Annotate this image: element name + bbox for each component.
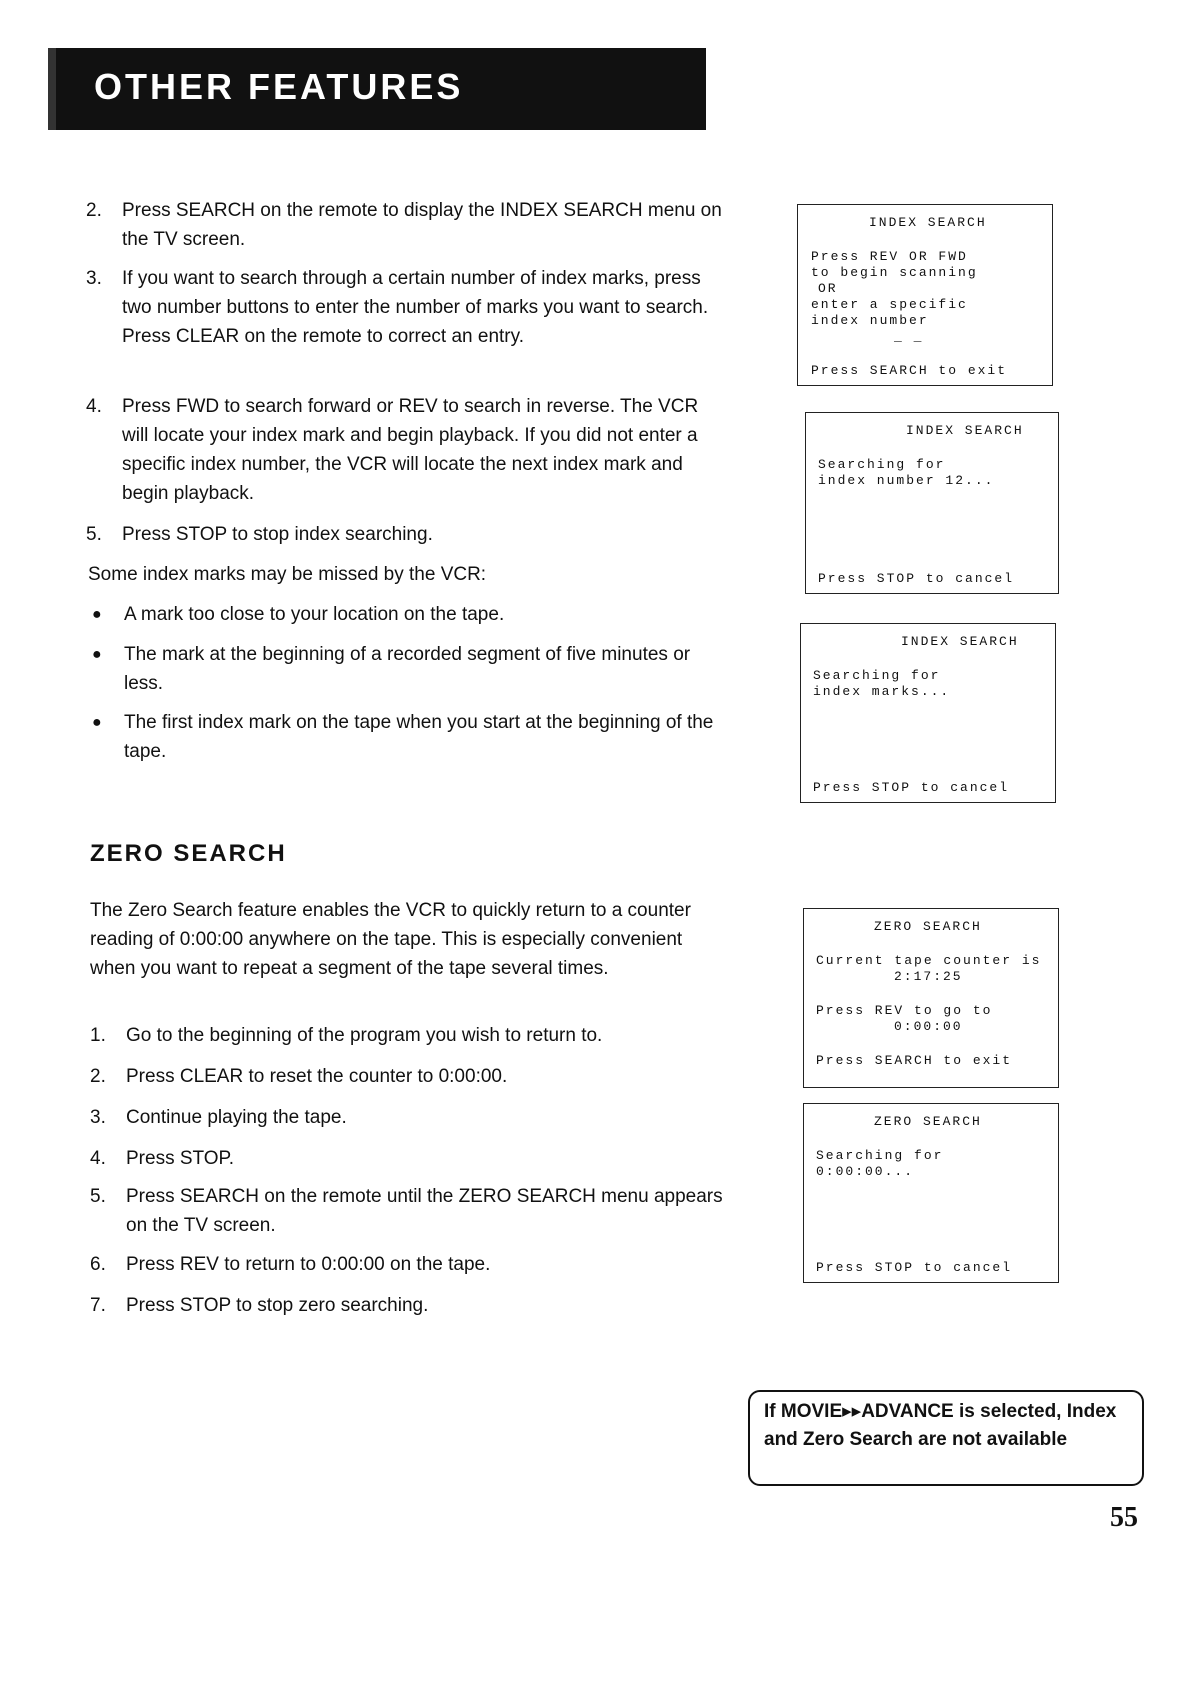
zero-intro: The Zero Search feature enables the VCR to quickly return to a counter reading of 0:00:00 anywhere on the tape. This is especially convenient when you want to repeat a segment of the tape several times. — [90, 900, 691, 979]
step-text: Go to the beginning of the program you wish to return to. — [126, 1025, 603, 1046]
screen-footer: Press STOP to cancel — [813, 780, 1010, 795]
step-text: Press FWD to search forward or REV to search in reverse. The VCR will locate your index mark and begin playback. If you did not enter a specific index number, the VCR will locate the next index mark and begin playback. — [122, 396, 699, 504]
step-number: 5. — [86, 524, 102, 545]
bullet-text: The first index mark on the tape when you start at the beginning of the tape. — [124, 712, 714, 762]
step-text: Continue playing the tape. — [126, 1107, 347, 1128]
screen-title: ZERO SEARCH — [874, 1114, 982, 1129]
missed-intro: Some index marks may be missed by the VCR: — [88, 564, 487, 585]
page-title: OTHER FEATURES — [94, 66, 464, 107]
screen-line: index number — [811, 313, 929, 328]
bullet-icon: ● — [92, 714, 102, 731]
step-text: Press SEARCH on the remote to display the INDEX SEARCH menu on the TV screen. — [122, 200, 722, 250]
screen-line: Searching for — [813, 668, 941, 683]
screen-line: OR — [818, 281, 838, 296]
screen-footer: Press SEARCH to exit — [811, 363, 1008, 378]
note-box — [748, 1390, 1144, 1486]
screen-line: index number 12... — [818, 473, 995, 488]
screen-line: 0:00:00 — [894, 1019, 963, 1034]
step-text: Press STOP. — [126, 1148, 235, 1169]
bullet-icon: ● — [92, 646, 102, 663]
step-number: 6. — [90, 1254, 106, 1275]
screen-line: to begin scanning — [811, 265, 978, 280]
index-search-screen-1 — [797, 204, 1053, 386]
screen-line: Press REV OR FWD — [811, 249, 968, 264]
screen-title: INDEX SEARCH — [901, 634, 1019, 649]
screen-title: ZERO SEARCH — [874, 919, 982, 934]
section-title: ZERO SEARCH — [90, 840, 287, 867]
bullet-icon: ● — [92, 606, 102, 623]
step-number: 4. — [86, 396, 102, 417]
index-search-screen-3 — [800, 623, 1056, 803]
screen-title: INDEX SEARCH — [869, 215, 987, 230]
step-text: Press STOP to stop zero searching. — [126, 1295, 429, 1316]
step-text: Press CLEAR to reset the counter to 0:00:00. — [126, 1066, 508, 1087]
screen-line: enter a specific — [811, 297, 968, 312]
screen-line: Searching for — [818, 457, 946, 472]
bullet-text: A mark too close to your location on the tape. — [124, 604, 505, 625]
screen-line: 2:17:25 — [894, 969, 963, 984]
step-text: Press REV to return to 0:00:00 on the tape. — [126, 1254, 491, 1275]
screen-line: index marks... — [813, 684, 951, 699]
step-number: 3. — [90, 1107, 106, 1128]
page-number: 55 — [1110, 1502, 1138, 1533]
screen-line: Press REV to go to — [816, 1003, 993, 1018]
screen-line: Current tape counter is — [816, 953, 1042, 968]
screen-line: 0:00:00... — [816, 1164, 915, 1179]
index-search-screen-2 — [805, 412, 1059, 594]
zero-search-screen-2 — [803, 1103, 1059, 1283]
section-header-bar — [48, 48, 706, 130]
step-number: 7. — [90, 1295, 106, 1316]
step-text: Press STOP to stop index searching. — [122, 524, 433, 545]
bullet-text: The mark at the beginning of a recorded segment of five minutes or less. — [124, 644, 691, 694]
step-number: 3. — [86, 268, 102, 289]
step-number: 5. — [90, 1186, 106, 1207]
step-number: 2. — [90, 1066, 106, 1087]
screen-line: Searching for — [816, 1148, 944, 1163]
screen-footer: Press SEARCH to exit — [816, 1053, 1013, 1068]
step-text: Press SEARCH on the remote until the ZERO SEARCH menu appears on the TV screen. — [126, 1186, 723, 1236]
note-text: If MOVIE▸▸ADVANCE is selected, Index and Zero Search are not available — [764, 1401, 1117, 1450]
step-text: If you want to search through a certain number of index marks, press two number buttons to enter the number of marks you want to search. Press CLEAR on the remote to correct an entry. — [122, 268, 709, 347]
screen-line: _ _ — [894, 329, 924, 344]
step-number: 4. — [90, 1148, 106, 1169]
step-number: 1. — [90, 1025, 106, 1046]
step-number: 2. — [86, 200, 102, 221]
screen-title: INDEX SEARCH — [906, 423, 1024, 438]
screen-footer: Press STOP to cancel — [816, 1260, 1013, 1275]
zero-search-screen-1 — [803, 908, 1059, 1088]
screen-footer: Press STOP to cancel — [818, 571, 1015, 586]
